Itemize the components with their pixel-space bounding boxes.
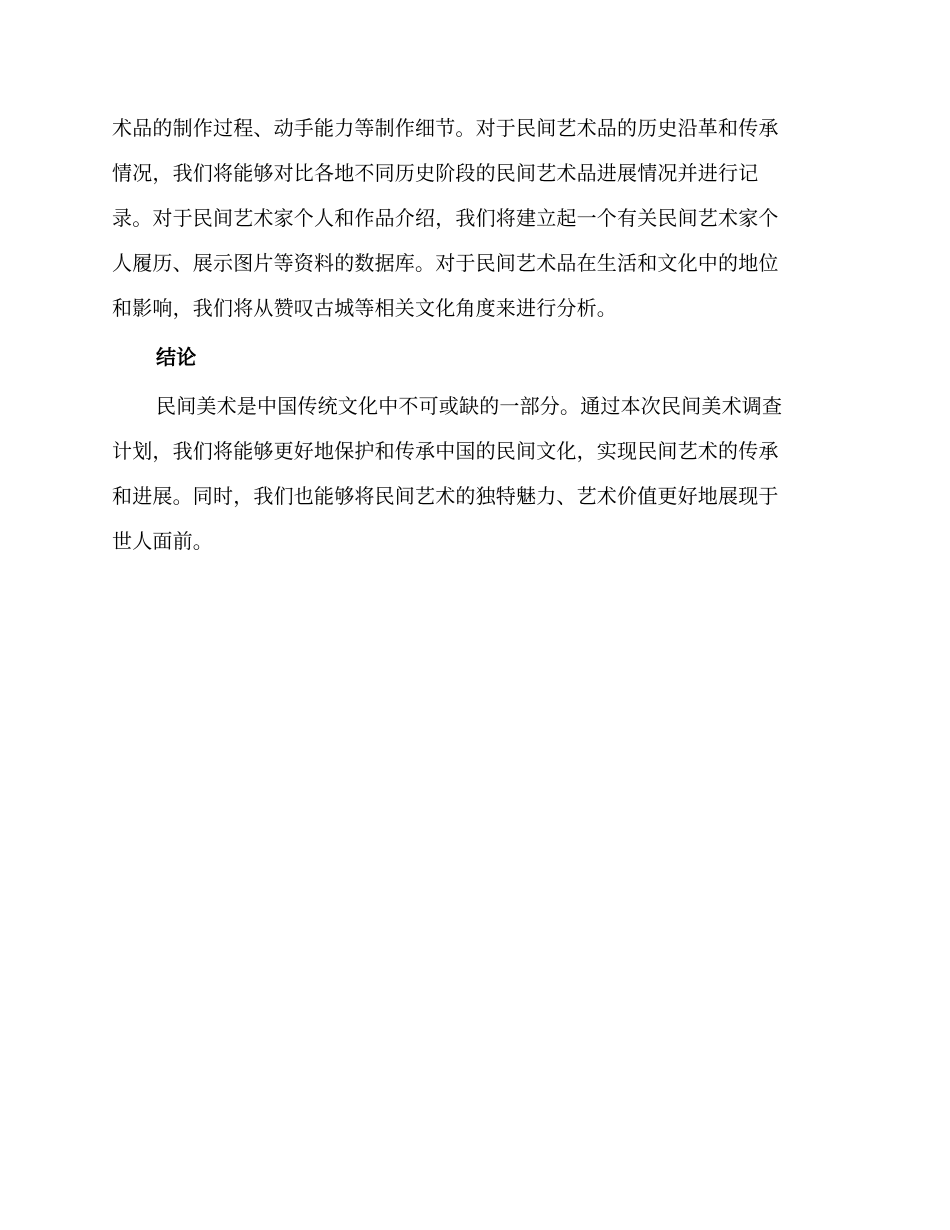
paragraph-line: 和进展。同时，我们也能够将民间艺术的独特魅力、艺术价值更好地展现于 xyxy=(112,484,779,508)
paragraph-line: 计划，我们将能够更好地保护和传承中国的民间文化，实现民间艺术的传承 xyxy=(112,439,779,463)
paragraph-line: 录。对于民间艺术家个人和作品介绍，我们将建立起一个有关民间艺术家个 xyxy=(112,206,779,230)
paragraph-line: 和影响，我们将从赞叹古城等相关文化角度来进行分析。 xyxy=(112,296,617,320)
paragraph-conclusion xyxy=(112,384,837,564)
document-body xyxy=(112,106,837,564)
paragraph-line: 世人面前。 xyxy=(112,529,213,553)
paragraph-intro xyxy=(112,106,837,331)
paragraph-line: 术品的制作过程、动手能力等制作细节。对于民间艺术品的历史沿革和传承 xyxy=(112,116,779,140)
paragraph-line: 人履历、展示图片等资料的数据库。对于民间艺术品在生活和文化中的地位 xyxy=(112,251,779,275)
paragraph-line: 情况，我们将能够对比各地不同历史阶段的民间艺术品进展情况并进行记 xyxy=(112,161,759,185)
paragraph-line: 民间美术是中国传统文化中不可或缺的一部分。通过本次民间美术调查 xyxy=(156,394,783,418)
section-heading-conclusion: 结论 xyxy=(156,345,197,369)
